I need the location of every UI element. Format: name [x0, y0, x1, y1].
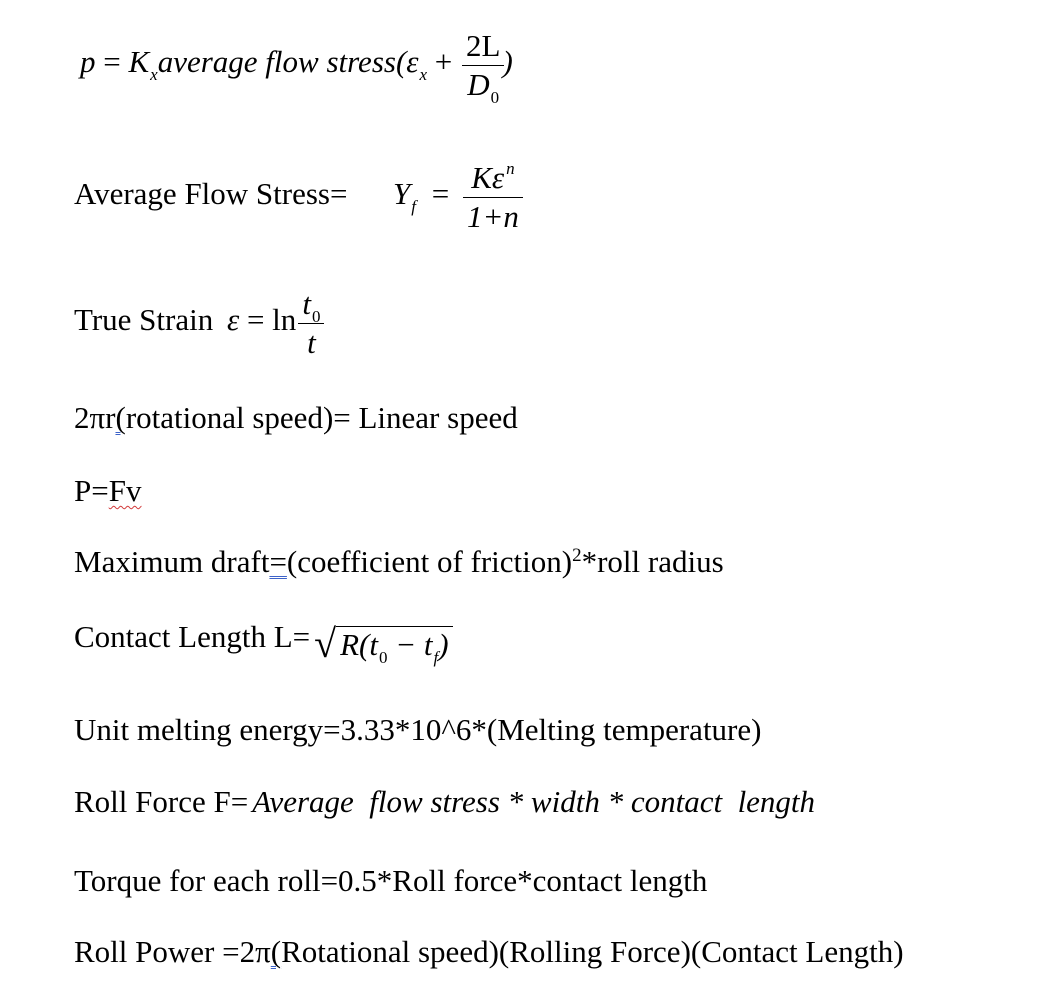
formula-roll-power — [74, 936, 904, 967]
pressure-epsilon-subscript: x — [419, 65, 428, 85]
contact-length-radicand — [336, 626, 452, 667]
linear-speed-pre: 2π — [74, 400, 106, 435]
formula-roll-force — [74, 786, 815, 817]
max-draft-sup: 2 — [572, 545, 582, 566]
pressure-equals: = — [103, 44, 121, 80]
flow-stress-label: Average Flow Stress= — [74, 176, 348, 212]
formula-linear-speed — [74, 402, 518, 433]
contact-length-sub0: 0 — [378, 648, 388, 667]
pressure-close: ) — [502, 44, 513, 80]
pressure-fraction-denominator — [463, 67, 503, 107]
roll-power-pre: Roll Power =2 — [74, 934, 256, 969]
pressure-den-subscript: 0 — [490, 88, 500, 107]
pressure-p: p — [80, 44, 96, 80]
max-draft-pre: Maximum draft — [74, 544, 270, 579]
pressure-fraction — [462, 28, 504, 107]
square-root-icon: √ — [314, 621, 337, 666]
pressure-den-D: D — [467, 67, 490, 102]
linear-speed-paren: ( — [115, 400, 126, 435]
roll-power-rest: Rotational speed)(Rolling Force)(Contact Length) — [281, 934, 904, 969]
formula-torque — [74, 865, 707, 896]
roll-force-expression: Average flow stress * width * contact length — [252, 784, 816, 819]
power-fv: Fv — [108, 473, 142, 508]
pressure-K: K — [128, 44, 150, 80]
flow-stress-Y: Y — [392, 176, 411, 212]
max-draft-eq: = — [269, 544, 287, 579]
pressure-K-subscript: x — [150, 65, 158, 85]
true-strain-epsilon: ε — [226, 302, 240, 338]
linear-speed-rest: rotational speed)= Linear speed — [125, 400, 518, 435]
true-strain-fraction — [298, 288, 324, 358]
formula-max-draft — [74, 546, 724, 577]
formula-melting-energy — [74, 714, 761, 745]
flow-stress-equals: = — [431, 176, 450, 212]
flow-stress-fraction-bar — [463, 197, 523, 198]
pressure-plus: + — [434, 44, 453, 80]
torque-text: Torque for each roll=0.5*Roll force*contact length — [74, 863, 708, 898]
contact-length-R-t: R(t — [340, 627, 378, 662]
flow-stress-fraction — [463, 159, 523, 234]
true-strain-denominator: t — [307, 325, 316, 360]
pressure-text: average flow stress( — [157, 44, 407, 80]
power-pre: P= — [74, 473, 109, 508]
true-strain-numerator — [298, 286, 324, 326]
pressure-fraction-numerator: 2L — [466, 28, 501, 63]
formula-contact-length — [74, 619, 453, 667]
max-draft-rest: (coefficient of friction) — [286, 544, 573, 579]
melting-text: Unit melting energy=3.33*10^6*(Melting temperature) — [74, 712, 762, 747]
flow-stress-numerator — [467, 159, 518, 195]
pressure-fraction-bar — [462, 65, 504, 66]
formula-flow-stress — [74, 159, 529, 234]
true-strain-label: True Strain — [74, 302, 214, 338]
roll-power-pi: π — [255, 934, 271, 969]
flow-stress-numerator-text: Kε — [471, 160, 505, 195]
max-draft-post: *roll radius — [581, 544, 724, 579]
contact-length-close: ) — [438, 627, 449, 662]
formula-pressure — [80, 28, 513, 107]
formula-power — [74, 475, 141, 506]
flow-stress-exponent: n — [506, 159, 515, 178]
roll-force-label: Roll Force F= — [74, 784, 249, 819]
pressure-epsilon: ε — [406, 44, 419, 80]
flow-stress-Y-subscript: f — [411, 197, 416, 217]
contact-length-label: Contact Length L= — [74, 619, 311, 655]
true-strain-t0-subscript: 0 — [311, 307, 321, 326]
flow-stress-denominator: 1+n — [466, 199, 519, 234]
linear-speed-r: r — [105, 400, 116, 435]
true-strain-eq-ln: = ln — [246, 302, 297, 338]
contact-length-minus-t: − t — [387, 627, 433, 662]
roll-power-paren: ( — [270, 934, 282, 969]
contact-length-subf: f — [433, 648, 439, 667]
true-strain-t0: t — [302, 286, 311, 321]
contact-length-sqrt — [314, 620, 452, 667]
formula-true-strain — [74, 288, 330, 358]
